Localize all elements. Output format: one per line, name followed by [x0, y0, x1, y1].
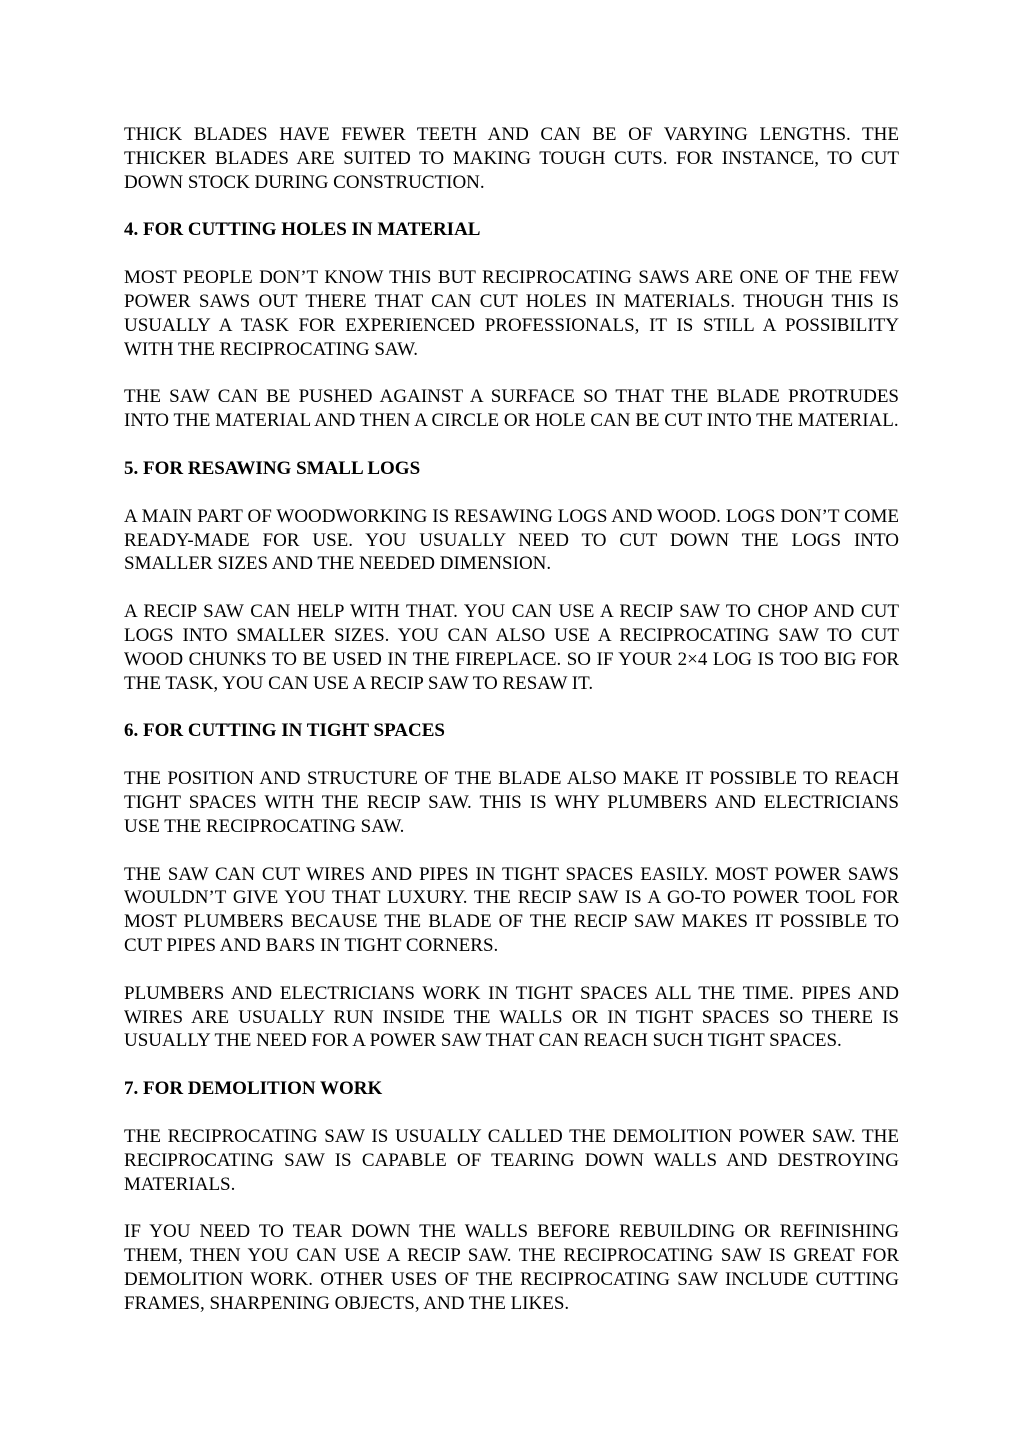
paragraph: A RECIP SAW CAN HELP WITH THAT. YOU CAN USE A RECIP SAW TO CHOP AND CUT LOGS INTO SMALLER SIZES. YOU CAN ALSO USE A RECIPROCATING SAW TO CUT WOOD CHUNKS TO BE USED IN THE FIREPLACE. SO IF YOUR 2×4 LOG IS TOO BIG FOR THE TASK, YOU CAN USE A RECIP SAW TO RESAW IT. — [124, 601, 899, 694]
paragraph: THICK BLADES HAVE FEWER TEETH AND CAN BE OF VARYING LENGTHS. THE THICKER BLADES ARE SUITED TO MAKING TOUGH CUTS. FOR INSTANCE, TO CUT DOWN STOCK DURING CONSTRUCTION. — [124, 124, 899, 193]
section-heading: 4. FOR CUTTING HOLES IN MATERIAL — [124, 219, 481, 241]
paragraph: THE RECIPROCATING SAW IS USUALLY CALLED THE DEMOLITION POWER SAW. THE RECIPROCATING SAW IS CAPABLE OF TEARING DOWN WALLS AND DESTROYING MATERIALS. — [124, 1125, 899, 1195]
paragraph: MOST PEOPLE DON’T KNOW THIS BUT RECIPROCATING SAWS ARE ONE OF THE FEW POWER SAWS OUT THERE THAT CAN CUT HOLES IN MATERIALS. THOUGH THIS IS USUALLY A TASK FOR EXPERIENCED PROFESSIONALS, IT IS STILL A POSSIBILITY WITH THE RECIPROCATING SAW. — [124, 267, 899, 360]
paragraph: PLUMBERS AND ELECTRICIANS WORK IN TIGHT SPACES ALL THE TIME. PIPES AND WIRES ARE USUALLY RUN INSIDE THE WALLS OR IN TIGHT SPACES SO THERE IS USUALLY THE NEED FOR A POWER SAW THAT CAN REACH SUCH TIGHT SPACES. — [124, 982, 899, 1052]
paragraph: THE SAW CAN CUT WIRES AND PIPES IN TIGHT SPACES EASILY. MOST POWER SAWS WOULDN’T GIVE YOU THAT LUXURY. THE RECIP SAW IS A GO-TO POWER TOOL FOR MOST PLUMBERS BECAUSE THE BLADE OF THE RECIP SAW MAKES IT POSSIBLE TO CUT PIPES AND BARS IN TIGHT CORNERS. — [124, 863, 899, 956]
paragraph: THE SAW CAN BE PUSHED AGAINST A SURFACE SO THAT THE BLADE PROTRUDES INTO THE MATERIAL AND THEN A CIRCLE OR HOLE CAN BE CUT INTO THE MATERIAL. — [124, 386, 899, 432]
section-heading: 5. FOR RESAWING SMALL LOGS — [124, 457, 421, 479]
paragraph: THE POSITION AND STRUCTURE OF THE BLADE ALSO MAKE IT POSSIBLE TO REACH TIGHT SPACES WITH THE RECIP SAW. THIS IS WHY PLUMBERS AND ELECTRICIANS USE THE RECIPROCATING SAW. — [124, 768, 899, 837]
section-heading: 6. FOR CUTTING IN TIGHT SPACES — [124, 720, 445, 742]
section-heading: 7. FOR DEMOLITION WORK — [124, 1078, 383, 1100]
document-page — [124, 123, 899, 1339]
paragraph: IF YOU NEED TO TEAR DOWN THE WALLS BEFORE REBUILDING OR REFINISHING THEM, THEN YOU CAN USE A RECIP SAW. THE RECIPROCATING SAW IS GREAT FOR DEMOLITION WORK. OTHER USES OF THE RECIPROCATING SAW INCLUDE CUTTING FRAMES, SHARPENING OBJECTS, AND THE LIKES. — [124, 1221, 899, 1314]
paragraph: A MAIN PART OF WOODWORKING IS RESAWING LOGS AND WOOD. LOGS DON’T COME READY-MADE FOR USE. YOU USUALLY NEED TO CUT DOWN THE LOGS INTO SMALLER SIZES AND THE NEEDED DIMENSION. — [124, 505, 899, 575]
